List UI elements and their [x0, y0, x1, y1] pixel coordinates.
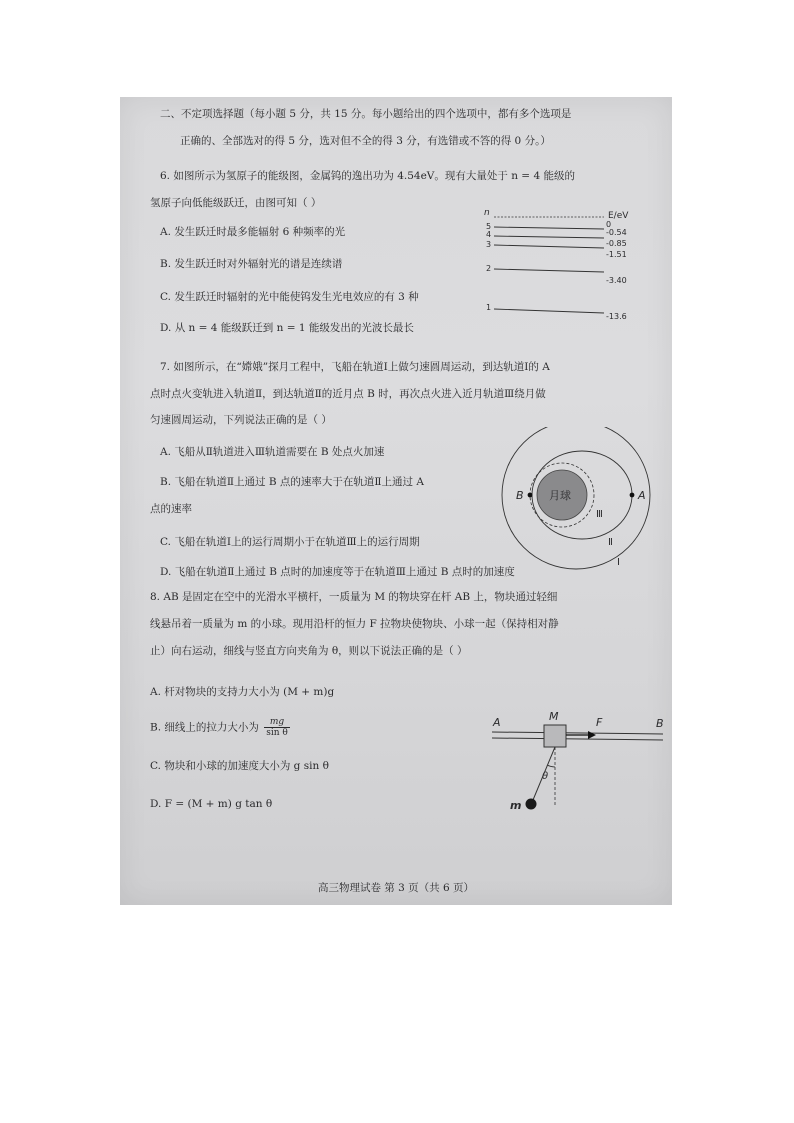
- orbit-3-label: Ⅲ: [596, 509, 603, 520]
- point-a-label: A: [638, 489, 646, 502]
- orbit-1-label: Ⅰ: [617, 557, 620, 568]
- block-m: [544, 725, 566, 747]
- q8-stem-line1: 8. AB 是固定在空中的光滑水平横杆，一质量为 M 的物块穿在杆 AB 上，物块通过轻细: [150, 591, 558, 603]
- ball-mass-label: m: [510, 799, 522, 812]
- q8-stem-line3: 止）向右运动，细线与竖直方向夹角为 θ，则以下说法正确的是（ ）: [150, 645, 468, 657]
- angle-arc: [547, 765, 555, 767]
- q7-option-d: D. 飞船在轨道Ⅱ上通过 B 点时的加速度等于在轨道Ⅲ上通过 B 点时的加速度: [160, 566, 515, 578]
- q7-option-b-line2: 点的速率: [150, 503, 192, 515]
- ball-m: [526, 799, 537, 810]
- q6-stem-line2: 氢原子向低能级跃迁，由图可知（ ）: [150, 197, 322, 209]
- page-footer: 高三物理试卷 第 3 页（共 6 页）: [317, 882, 475, 894]
- fraction-denominator: sin θ: [266, 728, 288, 738]
- q8-option-b-fraction: [264, 717, 290, 738]
- level-line-3: [494, 245, 604, 248]
- point-b: [528, 493, 533, 498]
- point-b-label: B: [516, 489, 524, 502]
- lunar-orbit-figure: [492, 427, 667, 572]
- q7-stem-line2: 点时点火变轨进入轨道Ⅱ，到达轨道Ⅱ的近月点 B 时，再次点火进入近月轨道Ⅲ绕月做: [150, 388, 546, 400]
- rod-end-a-label: A: [493, 716, 501, 729]
- q7-option-a: A. 飞船从Ⅱ轨道进入Ⅲ轨道需要在 B 处点火加速: [160, 446, 385, 458]
- section-header-line1: 二、不定项选择题（每小题 5 分，共 15 分。每小题给出的四个选项中，都有多个选项是: [160, 108, 572, 120]
- force-arrow-head: [588, 731, 596, 739]
- level-energy-3: -1.51: [606, 250, 627, 259]
- q7-option-c: C. 飞船在轨道Ⅰ上的运行周期小于在轨道Ⅲ上的运行周期: [160, 536, 420, 548]
- q8-option-b-text: B. 细线上的拉力大小为: [150, 721, 259, 734]
- block-mass-label: M: [549, 710, 559, 723]
- level-energy-inf: 0: [606, 220, 612, 229]
- rod-bottom-line: [492, 738, 663, 740]
- q6-option-c: C. 发生跃迁时辐射的光中能使钨发生光电效应的有 3 种: [160, 291, 419, 303]
- point-a: [630, 493, 635, 498]
- level-energy-1: -13.6: [606, 312, 627, 321]
- level-n-3: 3: [486, 240, 492, 249]
- rod-block-figure: [488, 707, 668, 817]
- q7-stem-line1: 7. 如图所示，在“嫦娥”探月工程中，飞船在轨道Ⅰ上做匀速圆周运动，到达轨道Ⅰ的 A: [160, 361, 550, 373]
- level-line-4: [494, 236, 604, 238]
- fraction-numerator: mg: [264, 717, 290, 728]
- energy-level-diagram: [480, 205, 660, 325]
- angle-theta-label: θ: [542, 771, 549, 782]
- moon-label: 月球: [549, 489, 571, 502]
- q8-stem-line2: 线悬吊着一质量为 m 的小球。现用沿杆的恒力 F 拉物块使物块、小球一起（保持相对静: [150, 618, 559, 630]
- q8-option-d: D. F = (M + m) g tan θ: [150, 798, 273, 810]
- section-header-line2: 正确的、全部选对的得 5 分，选对但不全的得 3 分，有选错或不答的得 0 分。）: [180, 135, 551, 147]
- q6-stem-line1: 6. 如图所示为氢原子的能级图，金属钨的逸出功为 4.54eV。现有大量处于 n = 4 能级的: [160, 170, 575, 182]
- force-label: F: [596, 716, 603, 729]
- level-n-4: 4: [486, 230, 492, 239]
- q8-option-c: C. 物块和小球的加速度大小为 g sin θ: [150, 760, 329, 772]
- q6-option-b: B. 发生跃迁时对外辐射光的谱是连续谱: [160, 258, 343, 270]
- rod-end-b-label: B: [656, 717, 664, 730]
- q7-option-b-line1: B. 飞船在轨道Ⅱ上通过 B 点的速率大于在轨道Ⅱ上通过 A: [160, 476, 424, 488]
- q8-option-b: [150, 717, 290, 738]
- level-line-2: [494, 269, 604, 272]
- q7-stem-line3: 匀速圆周运动，下列说法正确的是（ ）: [150, 414, 332, 426]
- energy-unit-label: E/eV: [608, 211, 629, 221]
- rod-top-line: [492, 732, 663, 734]
- level-energy-5: -0.54: [606, 228, 627, 237]
- level-n-2: 2: [486, 264, 492, 273]
- level-line-1: [494, 309, 604, 313]
- level-energy-4: -0.85: [606, 239, 627, 248]
- q6-option-d: D. 从 n = 4 能级跃迁到 n = 1 能级发出的光波长最长: [160, 322, 414, 334]
- q6-option-a: A. 发生跃迁时最多能辐射 6 种频率的光: [160, 226, 346, 238]
- level-n-1: 1: [486, 303, 492, 312]
- exam-page: [120, 97, 672, 905]
- n-axis-label: n: [484, 208, 490, 218]
- level-energy-2: -3.40: [606, 276, 627, 285]
- orbit-2-label: Ⅱ: [608, 537, 613, 548]
- q8-option-a: A. 杆对物块的支持力大小为 (M + m)g: [150, 686, 335, 698]
- level-line-5: [494, 227, 604, 229]
- level-n-5: 5: [486, 222, 492, 231]
